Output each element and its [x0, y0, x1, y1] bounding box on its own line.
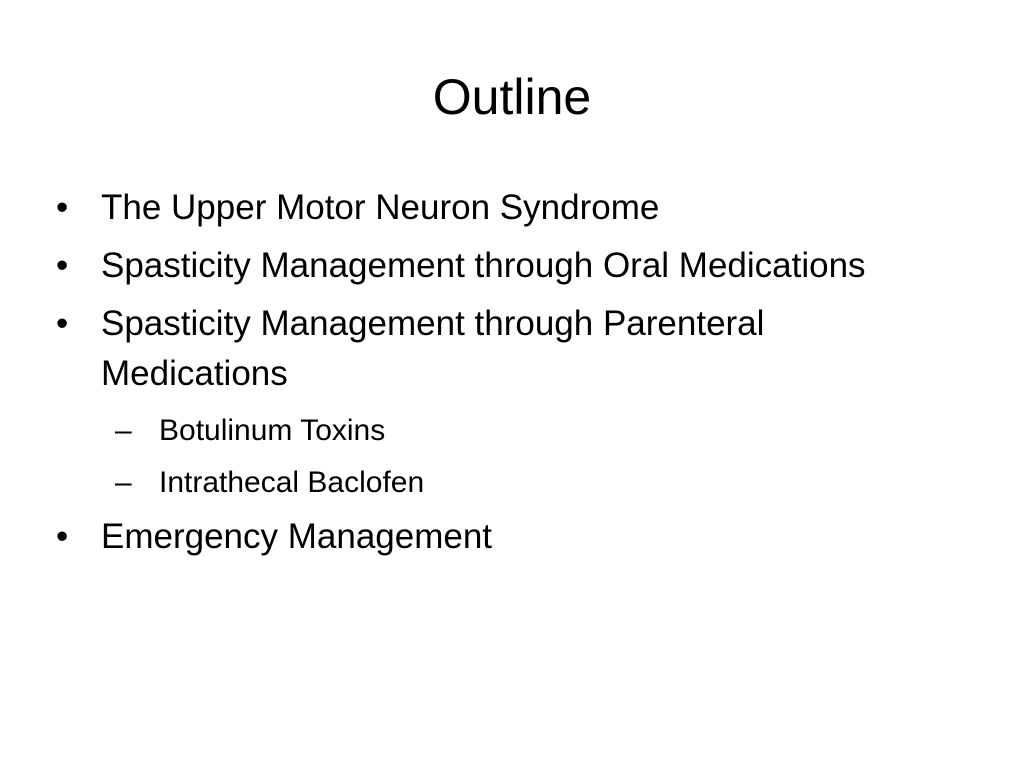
sub-item-text: Intrathecal Baclofen — [159, 466, 425, 499]
dash-icon: – — [115, 414, 132, 447]
slide-title: Outline — [432, 69, 592, 125]
outline-item-parenteral-medications — [56, 299, 956, 504]
bullet-icon: • — [56, 188, 69, 227]
sub-item-text: Botulinum Toxins — [159, 414, 386, 447]
outline-list — [56, 183, 956, 570]
sub-item-botulinum-toxins — [115, 409, 956, 452]
sub-item-intrathecal-baclofen — [115, 461, 956, 504]
outline-item-emergency-management — [56, 512, 956, 562]
outline-item-text: Spasticity Management through Parenteral Medications — [101, 304, 765, 393]
outline-item-text: The Upper Motor Neuron Syndrome — [101, 188, 660, 227]
bullet-icon: • — [56, 246, 69, 285]
outline-item-text: Spasticity Management through Oral Medications — [101, 246, 866, 285]
dash-icon: – — [115, 466, 132, 499]
outline-item-text: Emergency Management — [101, 517, 493, 556]
bullet-icon: • — [56, 304, 69, 343]
outline-item-upper-motor-neuron — [56, 183, 956, 233]
bullet-icon: • — [56, 517, 69, 556]
outline-item-oral-medications — [56, 241, 956, 291]
sub-list — [101, 409, 956, 504]
